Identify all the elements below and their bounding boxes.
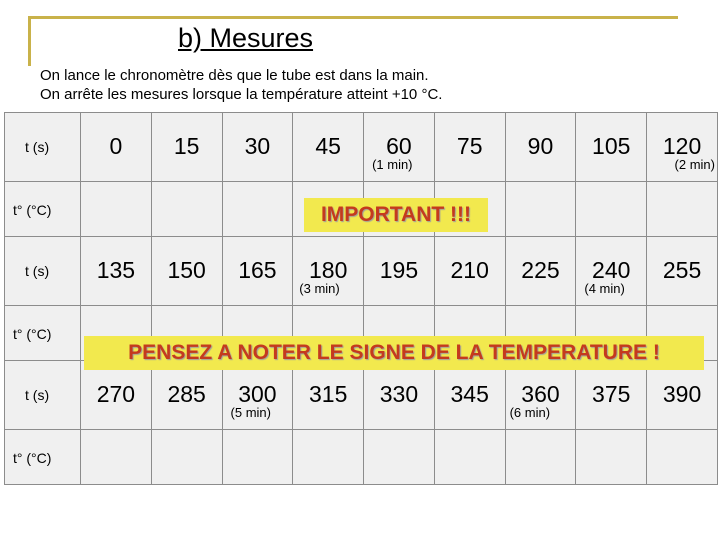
time-cell <box>505 113 576 182</box>
time-cell <box>505 237 576 306</box>
time-value: 135 <box>96 257 136 283</box>
time-row <box>5 237 718 306</box>
time-value: 15 <box>173 133 200 159</box>
time-cell <box>151 361 222 430</box>
time-cell <box>364 361 435 430</box>
time-value: 150 <box>167 257 206 283</box>
temp-label-cell <box>5 430 81 485</box>
measurement-table <box>4 112 718 485</box>
time-value: 165 <box>238 257 277 283</box>
time-cell <box>81 361 152 430</box>
time-cell <box>434 113 505 182</box>
time-value: 30 <box>244 133 271 159</box>
time-label-cell <box>5 237 81 306</box>
time-value: 75 <box>456 133 483 159</box>
temp-cell <box>434 430 505 485</box>
time-value: 360 <box>521 381 560 407</box>
temp-label: t° (°C) <box>13 326 52 342</box>
time-value: 300 <box>238 381 277 407</box>
time-value: 375 <box>592 381 631 407</box>
temp-label: t° (°C) <box>13 450 52 466</box>
time-cell <box>647 361 718 430</box>
temp-cell <box>576 182 647 237</box>
time-cell <box>222 361 293 430</box>
minute-note: (3 min) <box>299 281 340 296</box>
time-value: 180 <box>308 257 348 283</box>
time-value: 240 <box>592 257 631 283</box>
time-row <box>5 113 718 182</box>
minute-note: (6 min) <box>509 405 551 420</box>
time-label: t (s) <box>25 263 50 279</box>
frame-top-rule <box>28 16 678 19</box>
intro-line-2: On arrête les mesures lorsque la température atteint +10 °C. <box>40 86 443 103</box>
time-cell <box>293 237 364 306</box>
time-value: 0 <box>109 133 123 159</box>
temp-cell <box>151 430 222 485</box>
temp-label-cell <box>5 182 81 237</box>
time-cell <box>222 113 293 182</box>
time-value: 60 <box>386 133 412 159</box>
time-value: 315 <box>308 381 348 407</box>
temp-cell <box>222 430 293 485</box>
minute-note: (2 min) <box>674 157 715 172</box>
time-cell <box>81 113 152 182</box>
time-cell <box>576 361 647 430</box>
time-value: 345 <box>450 381 489 407</box>
temp-label-cell <box>5 306 81 361</box>
page-title: b) Mesures <box>178 23 314 53</box>
frame-left-rule <box>28 16 31 66</box>
time-value: 210 <box>450 257 489 283</box>
time-value: 330 <box>379 381 419 407</box>
time-cell <box>434 237 505 306</box>
temp-cell <box>364 430 435 485</box>
temp-cell <box>576 430 647 485</box>
temp-label: t° (°C) <box>13 202 52 218</box>
time-label-cell <box>5 361 81 430</box>
temp-cell <box>647 430 718 485</box>
time-cell <box>151 237 222 306</box>
time-cell <box>364 113 435 182</box>
time-value: 255 <box>662 257 702 283</box>
time-cell <box>647 237 718 306</box>
time-label-cell <box>5 113 81 182</box>
time-cell <box>222 237 293 306</box>
temp-cell <box>222 182 293 237</box>
minute-note: (4 min) <box>584 281 625 296</box>
temp-cell <box>647 182 718 237</box>
sign-reminder-banner: PENSEZ A NOTER LE SIGNE DE LA TEMPERATURE ! <box>84 336 704 370</box>
time-value: 195 <box>379 257 419 283</box>
time-cell <box>81 237 152 306</box>
time-label: t (s) <box>25 139 50 155</box>
time-value: 270 <box>96 381 136 407</box>
time-row <box>5 361 718 430</box>
time-label: t (s) <box>25 387 50 403</box>
minute-note: (5 min) <box>230 405 271 420</box>
time-cell <box>647 113 718 182</box>
time-cell <box>434 361 505 430</box>
time-cell <box>293 113 364 182</box>
time-cell <box>293 361 364 430</box>
time-value: 225 <box>521 257 560 283</box>
time-value: 105 <box>592 133 631 159</box>
intro-line-1: On lance le chronomètre dès que le tube est dans la main. <box>40 67 429 84</box>
time-value: 45 <box>315 133 341 159</box>
time-value: 285 <box>167 381 206 407</box>
time-cell <box>151 113 222 182</box>
temp-cell <box>151 182 222 237</box>
time-value: 390 <box>662 381 702 407</box>
temp-cell <box>505 182 576 237</box>
time-cell <box>364 237 435 306</box>
minute-note: (1 min) <box>372 157 413 172</box>
temp-cell <box>81 430 152 485</box>
temp-cell <box>505 430 576 485</box>
time-cell <box>576 113 647 182</box>
temp-row <box>5 430 718 485</box>
important-banner: IMPORTANT !!! <box>304 198 488 232</box>
time-value: 90 <box>527 133 554 159</box>
temp-cell <box>293 430 364 485</box>
time-value: 120 <box>662 133 702 159</box>
intro-text <box>40 66 442 104</box>
time-cell <box>576 237 647 306</box>
temp-cell <box>81 182 152 237</box>
time-cell <box>505 361 576 430</box>
